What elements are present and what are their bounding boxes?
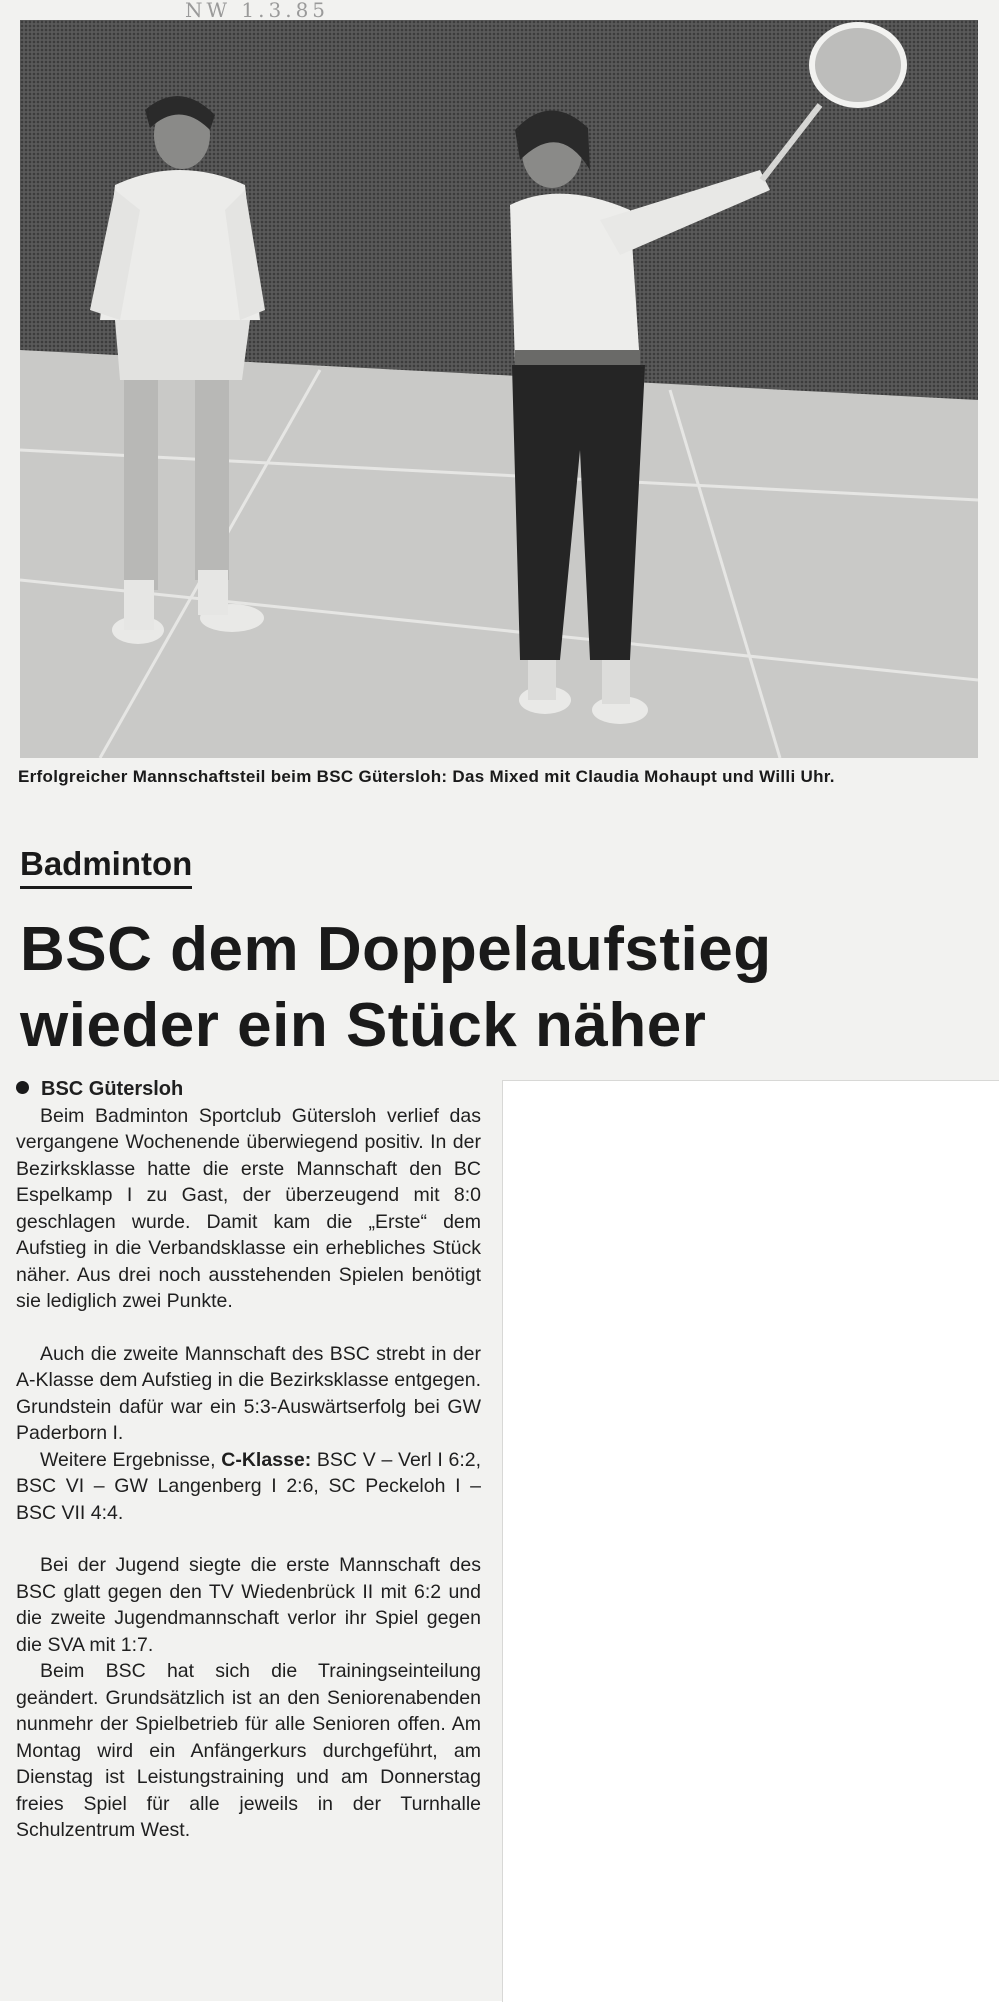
bullet-dot-icon [16,1081,29,1094]
dateline-text: BSC Gütersloh [41,1078,184,1100]
headline-line-2: wieder ein Stück näher [20,991,707,1060]
badminton-photo [20,20,978,758]
hall-floor [20,350,978,758]
paragraph-2: Auch die zweite Mannschaft des BSC strebt in der A-Klasse dem Aufstieg in die Bezirksklasse entgegen. Grundstein dafür war ein 5:3-Auswärtserfolg bei GW Paderborn I. [16,1342,482,1444]
dateline [16,1076,481,1103]
article-body [16,1076,481,1844]
headline-line-1: BSC dem Doppelaufstieg [20,915,772,984]
paragraph-1: Beim Badminton Sportclub Gütersloh verlief das vergangene Wochenende überwiegend positiv. In der Bezirksklasse hatte die erste Mannschaft den BC Espelkamp I zu Gast, der überzeugend mit 8:0 geschlagen wurde. Damit kam die „Erste“ dem Aufstieg in die Verbandsklasse ein erhebliches Stück näher. Aus drei noch ausstehenden Spielen benötigt sie lediglich zwei Punkte. [16,1104,481,1312]
photo-illustration [20,20,978,758]
paragraph-3-bold: C-Klasse: [221,1448,312,1471]
photo-caption: Erfolgreicher Mannschaftsteil beim BSC Gütersloh: Das Mixed mit Claudia Mohaupt und Willi Uhr. [18,767,835,786]
paragraph-3-rest: BSC V – Verl I 6:2, BSC VI – GW Langenberg I 2:6, SC Peckeloh I – BSC VII 4:4. [16,1448,481,1524]
handwritten-date-note: NW 1.3.85 [185,0,330,20]
blank-paper-area [502,1080,999,2002]
paragraph-4: Bei der Jugend siegte die erste Mannschaft des BSC glatt gegen den TV Wiedenbrück II mit 6:2 und die zweite Jugendmannschaft verlor ihr Spiel gegen die SVA mit 1:7. [16,1554,481,1656]
paragraph-5: Beim BSC hat sich die Trainingseinteilung geändert. Grundsätzlich ist an den Seniorenabenden nunmehr der Spielbetrieb für alle Senioren offen. Am Montag wird ein Anfängerkurs durchgeführt, am Dienstag ist Leistungstraining und am Donnerstag freies Spiel für alle jeweils in der Turnhalle Schulzentrum West. [16,1660,481,1841]
section-rubric: Badminton [20,844,192,889]
paragraph-3 [16,1447,481,1527]
paragraph-3-prefix: Weitere Ergebnisse, [40,1448,222,1471]
racket [762,25,904,180]
article-headline [20,912,980,1064]
